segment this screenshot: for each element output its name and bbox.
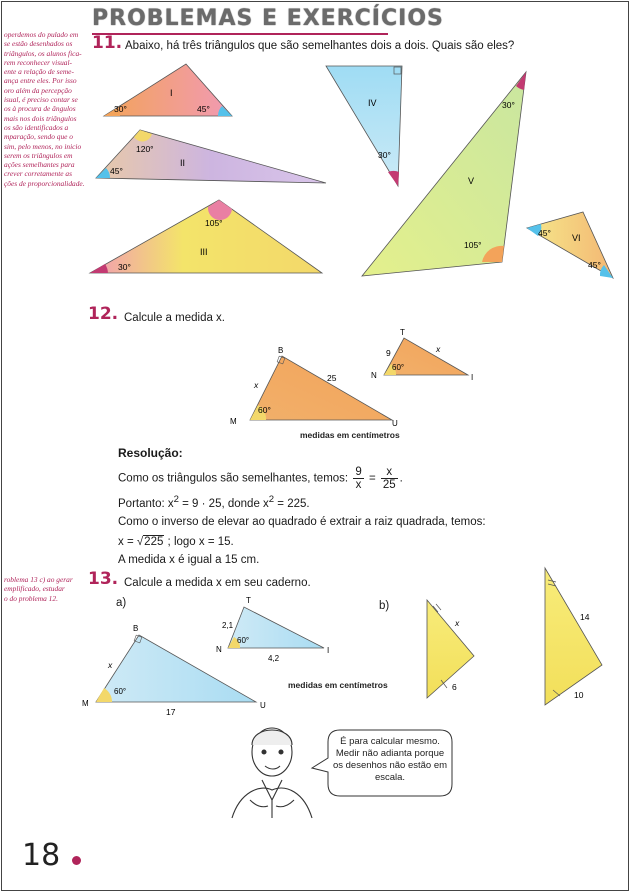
svg-text:U: U <box>392 419 398 428</box>
q12-text: Calcule a medida x. <box>124 312 225 324</box>
triangle-iv-label: IV <box>368 98 377 108</box>
svg-text:60°: 60° <box>258 405 271 415</box>
q12-resolution <box>118 444 486 569</box>
svg-text:x: x <box>254 380 259 390</box>
svg-text:17: 17 <box>166 707 176 717</box>
resolution-line-3: Como o inverso de elevar ao quadrado é extrair a raiz quadrada, temos: <box>118 515 486 528</box>
svg-text:T: T <box>246 596 251 605</box>
resolution-line-5: A medida x é igual a 15 cm. <box>118 553 260 566</box>
triangle-vi-angle-1: 45° <box>538 228 551 238</box>
triangle-v-angle-2: 105° <box>464 240 482 250</box>
q12-number: 12. <box>88 304 119 324</box>
triangle-i-angle-2: 45° <box>197 104 210 114</box>
page-number: 18 <box>22 838 61 873</box>
triangle-v-angle-1: 30° <box>502 100 515 110</box>
q13-a-small-triangle <box>216 596 329 663</box>
fraction-2: $\frac{x}{25}$ <box>382 466 396 491</box>
svg-text:2,1: 2,1 <box>222 621 234 630</box>
triangle-i <box>104 64 232 116</box>
triangle-i-label: I <box>170 88 173 98</box>
resolution-line-1: Como os triângulos são semelhantes, temos: $\frac{9}{x}$ = $\frac{x}{25}$ . <box>118 466 403 491</box>
triangle-ii-label: II <box>180 158 186 168</box>
svg-text:B: B <box>133 624 139 633</box>
triangle-ii-angle-1: 120° <box>136 144 154 154</box>
resolution-line-2: Portanto: $x^2 = 9 \cdot 25$, donde $x^2 = 225$. <box>118 494 310 510</box>
svg-text:U: U <box>260 701 266 710</box>
page-dot-icon <box>72 856 81 865</box>
svg-text:60°: 60° <box>392 363 405 372</box>
q11-text: Abaixo, há três triângulos que são semelhantes dois a dois. Quais são eles? <box>125 40 515 52</box>
svg-text:25: 25 <box>327 373 337 383</box>
svg-text:60°: 60° <box>237 636 250 645</box>
triangle-ii-angle-2: 45° <box>110 166 123 176</box>
svg-text:T: T <box>400 328 405 337</box>
triangle-vi-label: VI <box>572 233 581 243</box>
svg-text:N: N <box>216 645 222 654</box>
triangle-iii-angle-1: 105° <box>205 218 223 228</box>
svg-text:B: B <box>278 346 284 355</box>
speech-bubble-text: É para calcular mesmo. Medir não adianta porque os desenhos não estão em escala. <box>332 736 448 783</box>
svg-text:N: N <box>371 371 377 380</box>
fraction-1: $\frac{9}{x}$ <box>355 466 362 491</box>
sidebar-note-2: roblema 13 c) ao gerar emplificado, estudar o do problema 12. <box>4 575 73 603</box>
svg-text:x: x <box>455 618 460 628</box>
triangle-iii <box>90 200 322 273</box>
resolution-title: Resolução: <box>118 446 183 460</box>
triangle-vi <box>527 212 613 278</box>
q13-text: Calcule a medida x em seu caderno. <box>124 577 311 589</box>
triangle-iv <box>326 66 402 186</box>
svg-text:x: x <box>108 660 113 670</box>
section-title: PROBLEMAS E EXERCÍCIOS <box>92 6 444 31</box>
svg-text:60°: 60° <box>114 687 127 696</box>
q11-number: 11. <box>92 33 123 53</box>
q13-part-a-label: a) <box>116 597 127 609</box>
triangle-iii-angle-2: 30° <box>118 262 131 272</box>
q13-caption: medidas em centímetros <box>288 680 388 690</box>
svg-text:I: I <box>327 646 330 655</box>
q13-part-b-label: b) <box>379 600 390 612</box>
triangle-i-angle-1: 30° <box>114 104 127 114</box>
q13-b-big-triangle <box>545 568 602 705</box>
q12-caption: medidas em centímetros <box>300 430 400 440</box>
svg-text:x: x <box>436 344 441 354</box>
triangle-vi-angle-2: 45° <box>588 260 601 270</box>
q12-big-triangle <box>230 346 398 428</box>
q13-number: 13. <box>88 569 119 589</box>
svg-text:I: I <box>471 373 474 382</box>
cartoon-man <box>232 728 312 818</box>
svg-text:14: 14 <box>580 612 590 622</box>
svg-text:M: M <box>230 417 237 426</box>
svg-text:4,2: 4,2 <box>268 654 280 663</box>
q12-small-triangle <box>371 328 473 382</box>
q13-b-small-triangle <box>427 600 474 698</box>
triangle-v-label: V <box>468 176 475 186</box>
sidebar-note-1: operdemos do pulado em se estão desenhados os triângulos, os alunos fica- rem reconhecer visual- ente a relação de seme- ança entre eles. Por isso oro além da percepção isual, é preciso contar se os à procura de ângulos mais nos dois triângulos os são identificados a mparação, sendo que o sim, pelo menos, no inicio serem os triângulos em ações semelhantes para crever corretamente as ções de proporcionalidade. <box>4 30 85 188</box>
svg-text:9: 9 <box>386 348 391 358</box>
svg-text:6: 6 <box>452 682 457 692</box>
svg-text:10: 10 <box>574 690 584 700</box>
triangle-ii <box>96 130 326 183</box>
triangle-iv-angle-1: 30° <box>378 150 391 160</box>
svg-text:M: M <box>82 699 89 708</box>
resolution-line-4: x = √225 ; logo x = 15. <box>118 535 234 548</box>
triangle-iii-label: III <box>200 247 208 257</box>
